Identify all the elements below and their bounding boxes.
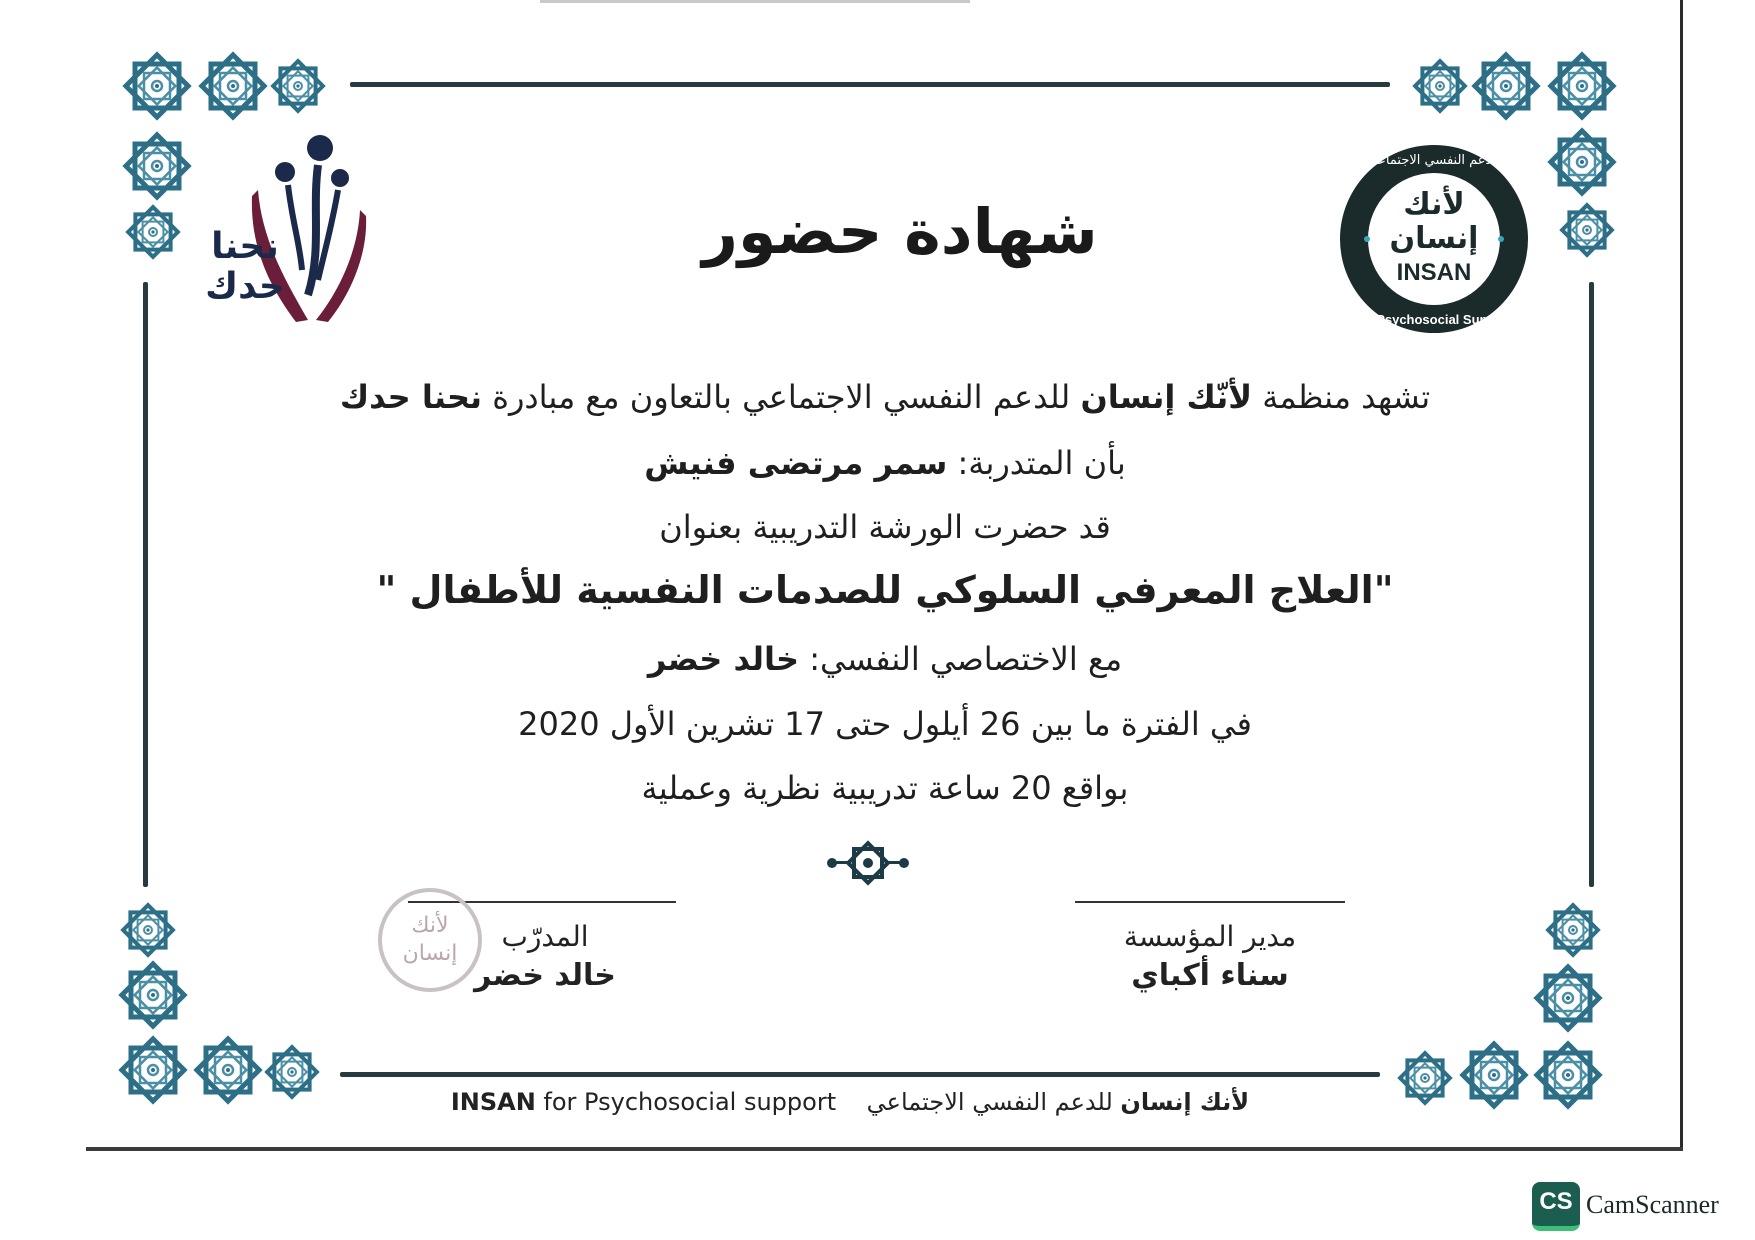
director-name: سناء أكباي — [1131, 958, 1289, 993]
svg-text:حدك: حدك — [205, 266, 285, 307]
attended-line: قد حضرت الورشة التدريبية بعنوان — [659, 508, 1111, 546]
period-line: في الفترة ما بين 26 أيلول حتى 17 تشرين الأول 2020 — [518, 705, 1252, 743]
certify-text-b: للدعم النفسي الاجتماعي بالتعاون مع مبادرة — [482, 378, 1081, 416]
footer-en-bold: INSAN — [450, 1088, 536, 1116]
hands-logo-icon — [200, 130, 375, 330]
trainer-name: خالد خضر — [474, 958, 616, 993]
hours-line: بواقع 20 ساعة تدريبية نظرية وعملية — [641, 769, 1129, 807]
svg-text:لأنك: لأنك — [411, 913, 449, 938]
certificate-title: شهادة حضور — [702, 195, 1098, 268]
stamp-icon — [375, 880, 485, 1000]
insan-seal-icon — [1337, 142, 1532, 337]
trainee-name: سمر مرتضى فنيش — [644, 444, 948, 482]
footer-ar-bold: لأنك إنسان — [1120, 1088, 1250, 1116]
scan-edge-bottom — [86, 1147, 1683, 1151]
org-name: لأنّك إنسان — [1080, 378, 1253, 416]
trainee-line — [200, 444, 1570, 482]
initiative-name: نحنا حدك — [339, 378, 483, 416]
footer-en: for Psychosocial support — [535, 1088, 837, 1116]
svg-text:للدعم النفسي الاجتماعي: للدعم النفسي الاجتماعي — [1367, 153, 1501, 168]
camscanner-icon: CS — [1532, 1182, 1580, 1231]
certify-line — [200, 378, 1570, 416]
trainee-label: بأن المتدربة: — [947, 444, 1126, 482]
svg-text:for Psychosocial Support: for Psychosocial Support — [1355, 312, 1513, 327]
svg-text:نحنا: نحنا — [211, 226, 279, 267]
course-title: "العلاج المعرفي السلوكي للصدمات النفسية للأطفال " — [376, 568, 1394, 612]
svg-text:إنسان: إنسان — [1389, 221, 1479, 256]
svg-text:إنسان: إنسان — [402, 941, 458, 966]
specialist-name: خالد خضر — [647, 640, 800, 678]
footer-org-line — [450, 1088, 1250, 1116]
svg-text:لأنك: لأنك — [1403, 187, 1465, 222]
svg-text:INSAN: INSAN — [1396, 259, 1472, 286]
camscanner-label: CamScanner — [1586, 1190, 1719, 1219]
certify-text-a: تشهد منظمة — [1252, 378, 1431, 416]
trainer-title: المدرّب — [501, 920, 589, 953]
director-title: مدير المؤسسة — [1123, 920, 1297, 953]
director-signature-line — [1075, 901, 1345, 903]
footer-ar: للدعم النفسي الاجتماعي — [866, 1088, 1121, 1116]
specialist-line — [200, 640, 1570, 678]
specialist-label: مع الاختصاصي النفسي: — [799, 640, 1123, 678]
center-flourish-icon — [822, 835, 914, 891]
